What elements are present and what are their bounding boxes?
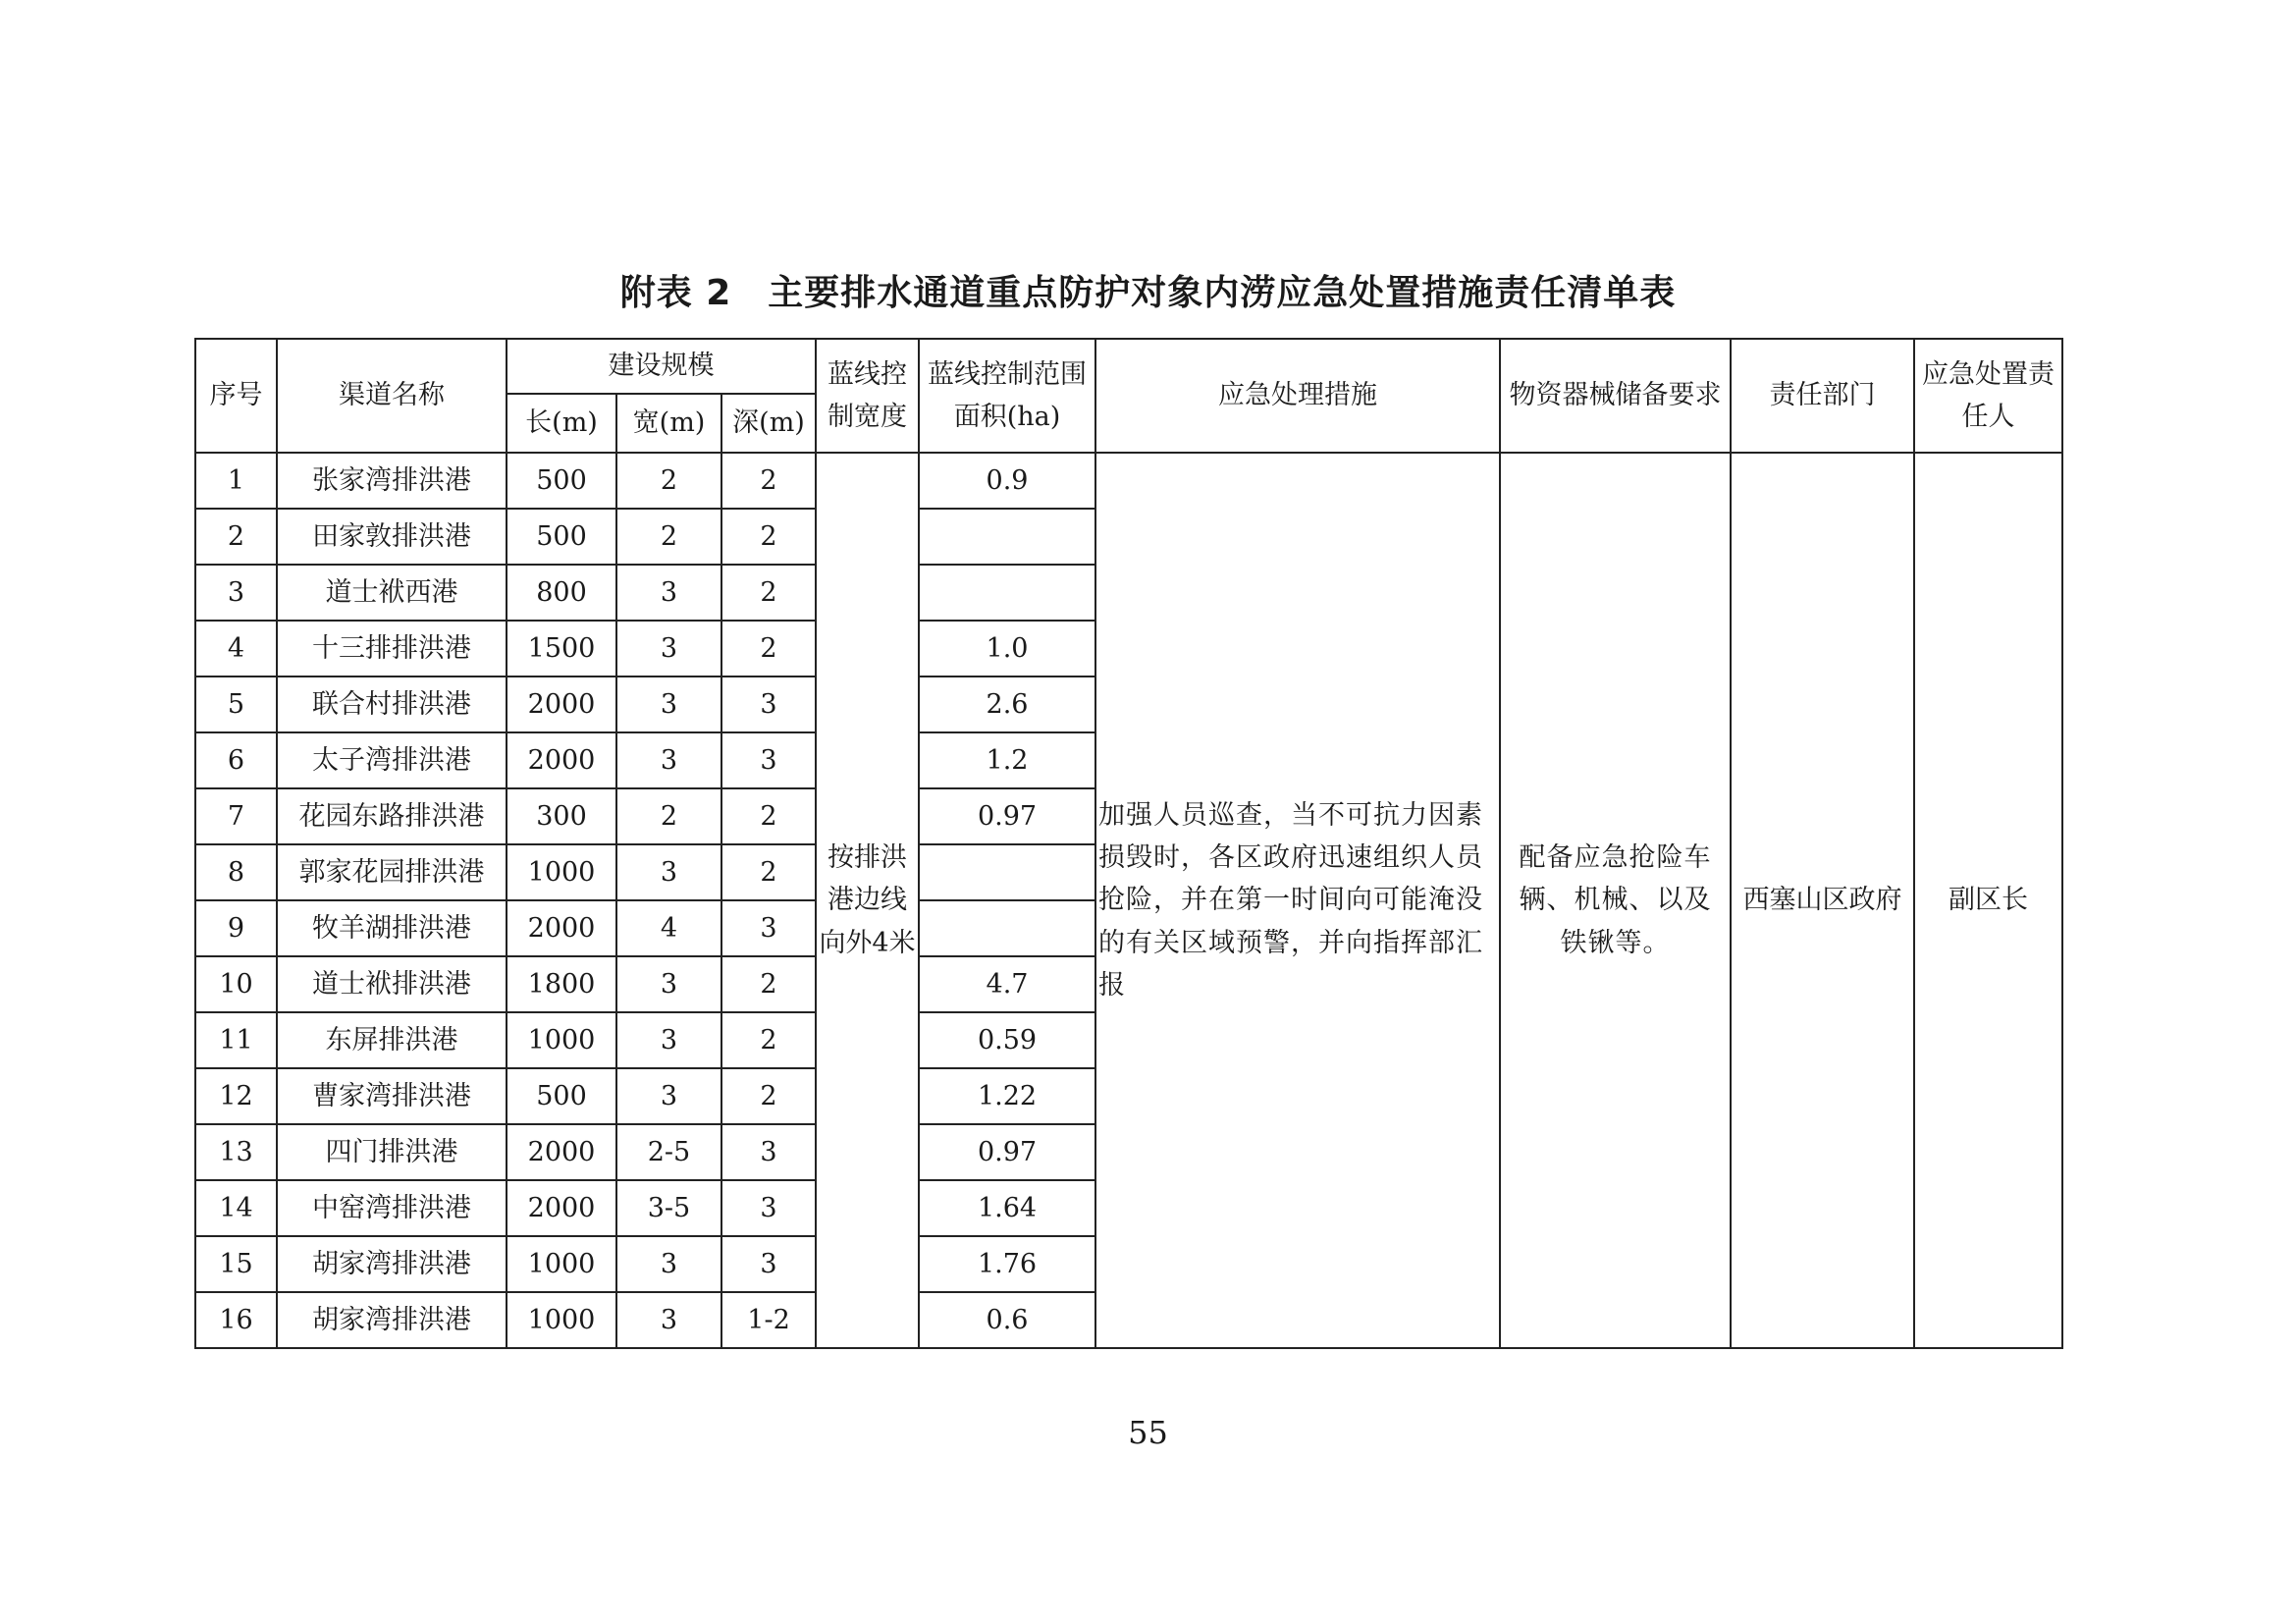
- width-cell: 3: [616, 1292, 721, 1348]
- length-cell: 500: [507, 453, 616, 509]
- seq-cell: 11: [195, 1012, 277, 1068]
- depth-cell: 1-2: [721, 1292, 816, 1348]
- blueline-area-cell: 1.0: [919, 621, 1095, 677]
- channel-name-cell: 太子湾排洪港: [277, 732, 507, 788]
- header-depth: 深(m): [721, 394, 816, 453]
- depth-cell: 3: [721, 1124, 816, 1180]
- blueline-area-cell: [919, 844, 1095, 900]
- channel-name-cell: 张家湾排洪港: [277, 453, 507, 509]
- table-title: 附表 2 主要排水通道重点防护对象内涝应急处置措施责任清单表: [619, 273, 1677, 313]
- channel-name-cell: 花园东路排洪港: [277, 788, 507, 844]
- blueline-area-cell: 0.59: [919, 1012, 1095, 1068]
- width-cell: 3: [616, 1012, 721, 1068]
- depth-cell: 2: [721, 565, 816, 621]
- department-cell: 西塞山区政府: [1731, 453, 1914, 1348]
- width-cell: 2: [616, 453, 721, 509]
- seq-cell: 16: [195, 1292, 277, 1348]
- seq-cell: 6: [195, 732, 277, 788]
- channel-name-cell: 胡家湾排洪港: [277, 1236, 507, 1292]
- depth-cell: 2: [721, 1068, 816, 1124]
- width-cell: 2: [616, 509, 721, 565]
- depth-cell: 2: [721, 621, 816, 677]
- blueline-area-cell: 1.2: [919, 732, 1095, 788]
- blueline-area-cell: [919, 900, 1095, 956]
- depth-cell: 2: [721, 453, 816, 509]
- seq-cell: 5: [195, 677, 277, 732]
- width-cell: 3: [616, 565, 721, 621]
- width-cell: 3: [616, 1236, 721, 1292]
- channel-name-cell: 牧羊湖排洪港: [277, 900, 507, 956]
- depth-cell: 2: [721, 844, 816, 900]
- table-row: [195, 453, 2062, 509]
- responsibility-table: [194, 338, 2063, 1349]
- length-cell: 300: [507, 788, 616, 844]
- supplies-cell: 配备应急抢险车辆、机械、以及铁锹等。: [1500, 453, 1731, 1348]
- blueline-area-cell: 0.9: [919, 453, 1095, 509]
- length-cell: 500: [507, 1068, 616, 1124]
- depth-cell: 3: [721, 900, 816, 956]
- length-cell: 1500: [507, 621, 616, 677]
- depth-cell: 2: [721, 956, 816, 1012]
- channel-name-cell: 中窑湾排洪港: [277, 1180, 507, 1236]
- width-cell: 3: [616, 621, 721, 677]
- width-cell: 3: [616, 1068, 721, 1124]
- channel-name-cell: 道士袱西港: [277, 565, 507, 621]
- blueline-width-cell: 按排洪港边线向外4米: [816, 453, 919, 1348]
- width-cell: 4: [616, 900, 721, 956]
- measures-cell: 加强人员巡查，当不可抗力因素损毁时，各区政府迅速组织人员抢险，并在第一时间向可能淹没的有关区域预警，并向指挥部汇报: [1095, 453, 1500, 1348]
- header-blueline-width: 蓝线控制宽度: [816, 339, 919, 453]
- seq-cell: 9: [195, 900, 277, 956]
- header-name: 渠道名称: [277, 339, 507, 453]
- width-cell: 3-5: [616, 1180, 721, 1236]
- seq-cell: 1: [195, 453, 277, 509]
- blueline-area-cell: 2.6: [919, 677, 1095, 732]
- blueline-area-cell: [919, 565, 1095, 621]
- blueline-area-cell: 0.6: [919, 1292, 1095, 1348]
- header-blueline-area: 蓝线控制范围面积(ha): [919, 339, 1095, 453]
- length-cell: 1000: [507, 844, 616, 900]
- depth-cell: 3: [721, 732, 816, 788]
- depth-cell: 2: [721, 1012, 816, 1068]
- length-cell: 2000: [507, 732, 616, 788]
- seq-cell: 3: [195, 565, 277, 621]
- header-width: 宽(m): [616, 394, 721, 453]
- header-scale: 建设规模: [507, 339, 816, 394]
- seq-cell: 4: [195, 621, 277, 677]
- person-cell: 副区长: [1914, 453, 2062, 1348]
- blueline-area-cell: 4.7: [919, 956, 1095, 1012]
- header-measures: 应急处理措施: [1095, 339, 1500, 453]
- blueline-area-cell: 1.76: [919, 1236, 1095, 1292]
- depth-cell: 3: [721, 1236, 816, 1292]
- length-cell: 1800: [507, 956, 616, 1012]
- length-cell: 2000: [507, 1180, 616, 1236]
- seq-cell: 13: [195, 1124, 277, 1180]
- channel-name-cell: 四门排洪港: [277, 1124, 507, 1180]
- seq-cell: 8: [195, 844, 277, 900]
- page-number: 55: [1128, 1414, 1168, 1451]
- width-cell: 3: [616, 732, 721, 788]
- length-cell: 1000: [507, 1236, 616, 1292]
- header-supplies: 物资器械储备要求: [1500, 339, 1731, 453]
- width-cell: 2: [616, 788, 721, 844]
- length-cell: 2000: [507, 900, 616, 956]
- blueline-area-cell: 1.22: [919, 1068, 1095, 1124]
- channel-name-cell: 胡家湾排洪港: [277, 1292, 507, 1348]
- seq-cell: 10: [195, 956, 277, 1012]
- seq-cell: 7: [195, 788, 277, 844]
- header-seq: 序号: [195, 339, 277, 453]
- seq-cell: 2: [195, 509, 277, 565]
- seq-cell: 14: [195, 1180, 277, 1236]
- channel-name-cell: 联合村排洪港: [277, 677, 507, 732]
- length-cell: 800: [507, 565, 616, 621]
- channel-name-cell: 东屏排洪港: [277, 1012, 507, 1068]
- channel-name-cell: 十三排排洪港: [277, 621, 507, 677]
- seq-cell: 12: [195, 1068, 277, 1124]
- channel-name-cell: 道士袱排洪港: [277, 956, 507, 1012]
- header-row-1: [195, 339, 2062, 394]
- blueline-area-cell: 0.97: [919, 788, 1095, 844]
- length-cell: 2000: [507, 1124, 616, 1180]
- width-cell: 3: [616, 844, 721, 900]
- length-cell: 500: [507, 509, 616, 565]
- channel-name-cell: 曹家湾排洪港: [277, 1068, 507, 1124]
- header-department: 责任部门: [1731, 339, 1914, 453]
- depth-cell: 3: [721, 677, 816, 732]
- width-cell: 3: [616, 677, 721, 732]
- header-length: 长(m): [507, 394, 616, 453]
- depth-cell: 2: [721, 509, 816, 565]
- width-cell: 2-5: [616, 1124, 721, 1180]
- width-cell: 3: [616, 956, 721, 1012]
- depth-cell: 2: [721, 788, 816, 844]
- blueline-area-cell: 1.64: [919, 1180, 1095, 1236]
- header-person: 应急处置责任人: [1914, 339, 2062, 453]
- seq-cell: 15: [195, 1236, 277, 1292]
- channel-name-cell: 田家敦排洪港: [277, 509, 507, 565]
- blueline-area-cell: [919, 509, 1095, 565]
- length-cell: 1000: [507, 1292, 616, 1348]
- blueline-area-cell: 0.97: [919, 1124, 1095, 1180]
- channel-name-cell: 郭家花园排洪港: [277, 844, 507, 900]
- length-cell: 2000: [507, 677, 616, 732]
- length-cell: 1000: [507, 1012, 616, 1068]
- depth-cell: 3: [721, 1180, 816, 1236]
